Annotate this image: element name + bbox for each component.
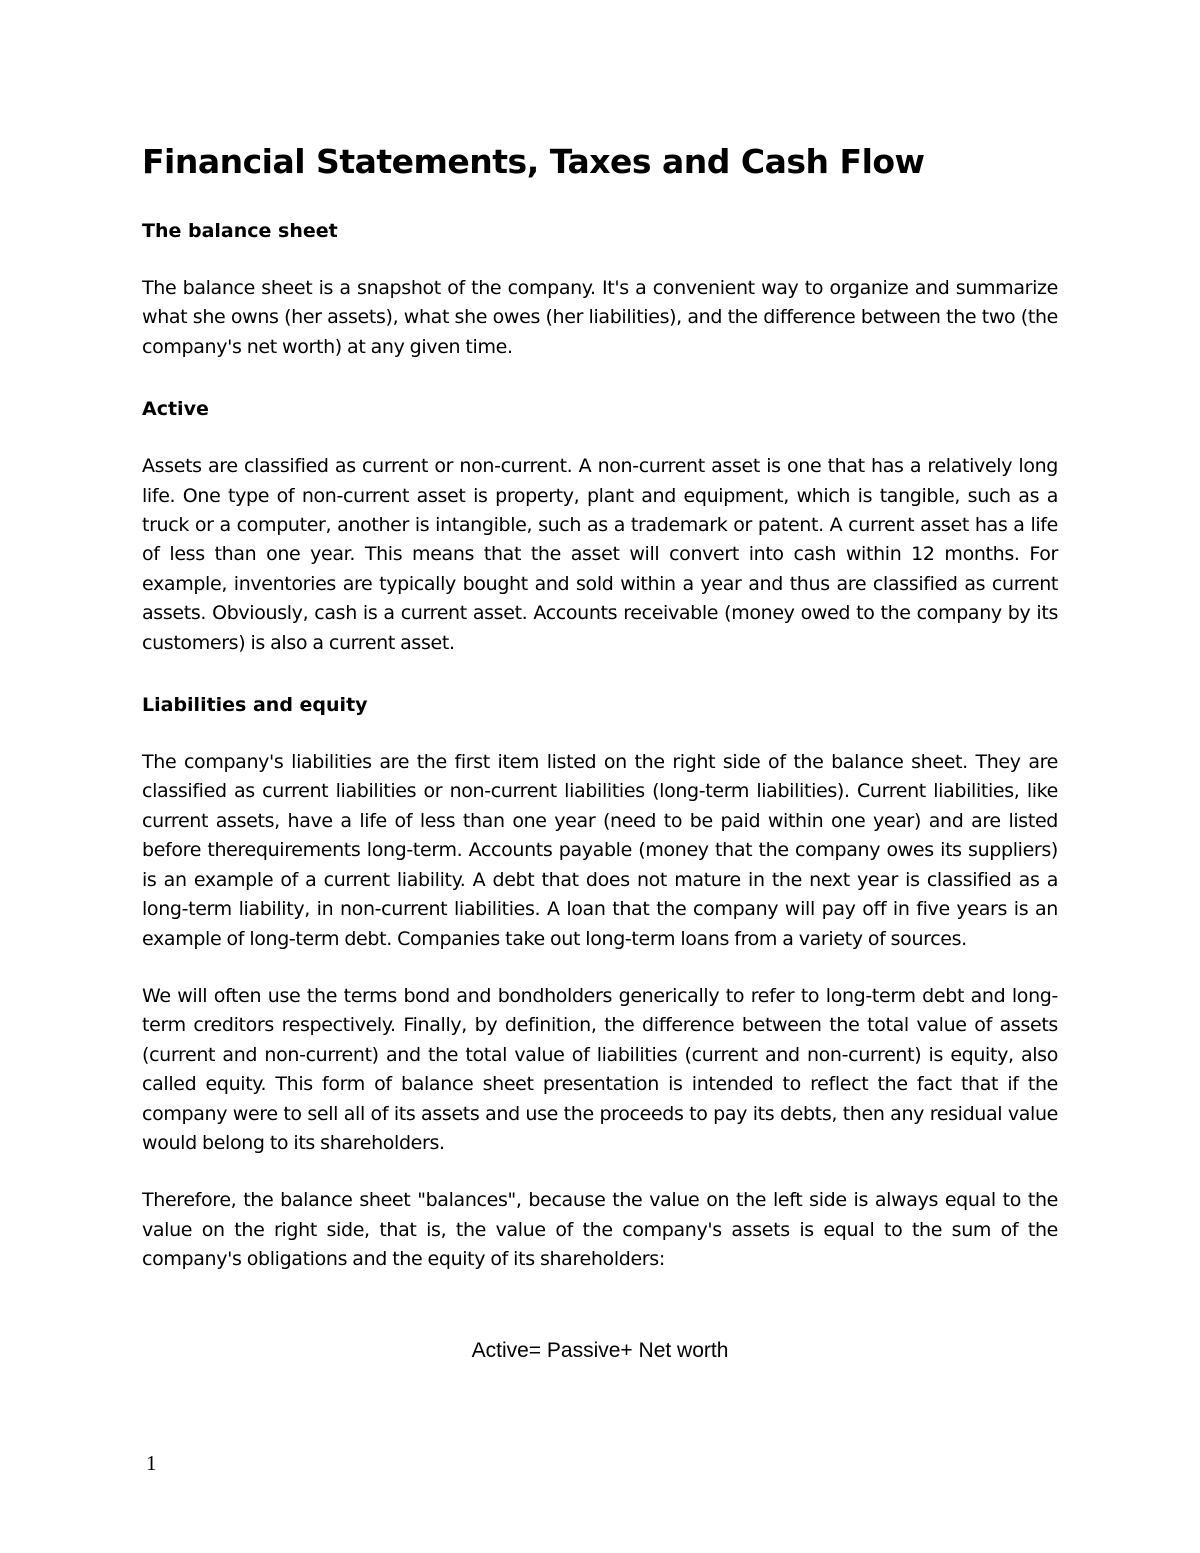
- balance-sheet-formula: Active= Passive+ Net worth: [471, 1339, 729, 1362]
- document-title: Financial Statements, Taxes and Cash Flow: [142, 142, 925, 181]
- section-heading-balance-sheet: The balance sheet: [142, 220, 338, 242]
- document-body: [142, 140, 1058, 1275]
- section-heading-liabilities-equity: Liabilities and equity: [142, 694, 368, 717]
- section-heading-active: Active: [142, 398, 209, 421]
- paragraph-bonds-equity: We will often use the terms bond and bondholders generically to refer to long-term debt and long-term creditors respectively. Finally, by definition, the difference between the total value of assets (current and non-current) and the total value of liabilities (current and non-current) is equity, also called equity. This form of balance sheet presentation is intended to reflect the fact that if the company were to sell all of its assets and use the proceeds to pay its debts, then any residual value would belong to its shareholders.: [142, 984, 1058, 1154]
- paragraph-balance-sheet: The balance sheet is a snapshot of the company. It's a convenient way to organize and summarize what she owns (her assets), what she owes (her liabilities), and the difference between the two (the company's net worth) at any given time.: [142, 277, 1058, 358]
- paragraph-balance-equation-intro: Therefore, the balance sheet "balances", because the value on the left side is always equal to the value on the right side, that is, the value of the company's assets is equal to the sum of the company's obligations and the equity of its shareholders:: [142, 1189, 1058, 1271]
- paragraph-liabilities: The company's liabilities are the first item listed on the right side of the balance sheet. They are classified as current liabilities or non-current liabilities (long-term liabilities). Current liabilities, like current assets, have a life of less than one year (need to be paid within one year) and are listed before therequirements long-term. Accounts payable (money that the company owes its suppliers) is an example of a current liability. A debt that does not mature in the next year is classified as a long-term liability, in non-current liabilities. A loan that the company will pay off in five years is an example of long-term debt. Companies take out long-term loans from a variety of sources.: [142, 751, 1058, 950]
- page-number: 1: [146, 1451, 157, 1475]
- paragraph-assets: Assets are classified as current or non-current. A non-current asset is one that has a relatively long life. One type of non-current asset is property, plant and equipment, which is tangible, such as a truck or a computer, another is intangible, such as a trademark or patent. A current asset has a life of less than one year. This means that the asset will convert into cash within 12 months. For example, inventories are typically bought and sold within a year and thus are classified as current assets. Obviously, cash is a current asset. Accounts receivable (money owed to the company by its customers) is also a current asset.: [142, 455, 1058, 654]
